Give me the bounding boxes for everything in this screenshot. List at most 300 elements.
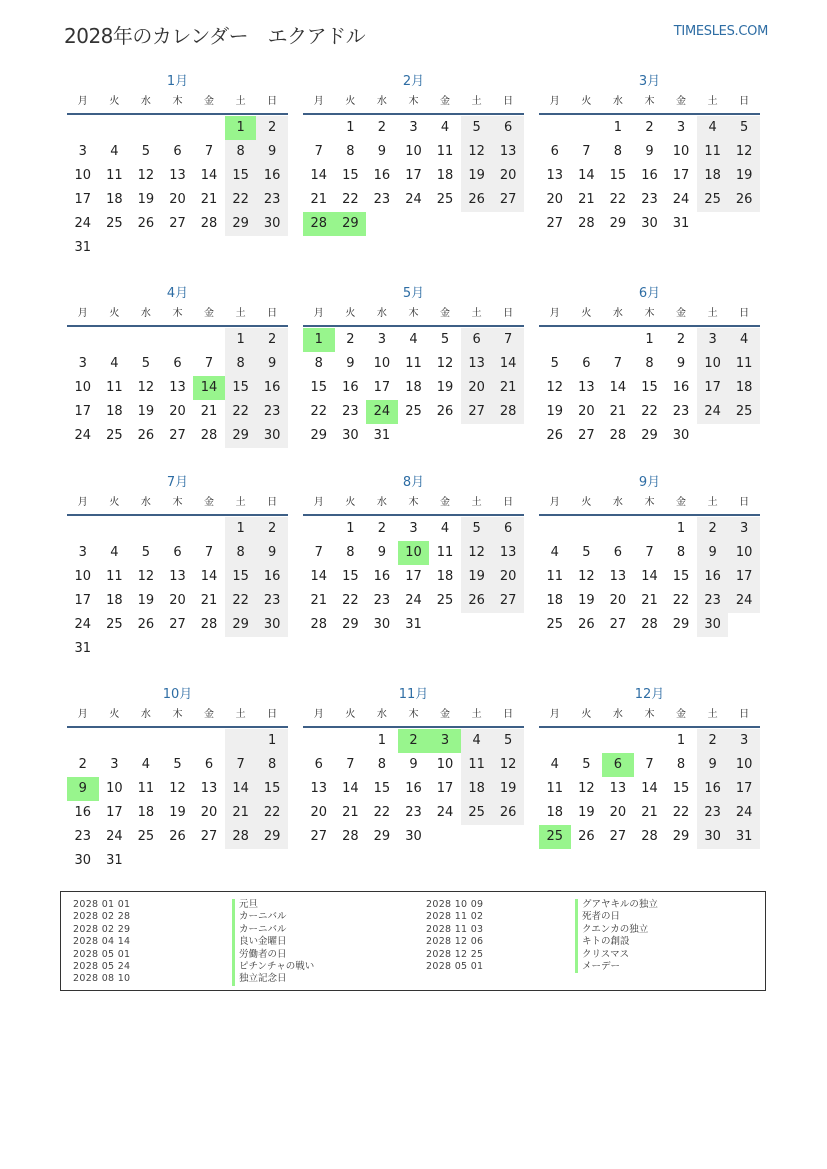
empty-cell: [162, 637, 194, 661]
day-cell: 1: [256, 729, 288, 753]
day-cell: 3: [429, 729, 461, 753]
weekday-label: 土: [471, 308, 482, 319]
empty-cell: [539, 116, 571, 140]
day-cell: 11: [436, 545, 454, 560]
empty-cell: [99, 637, 131, 661]
day-cell: 29: [225, 424, 257, 448]
weekday-label: 土: [471, 96, 482, 107]
day-cell: 10: [74, 569, 92, 584]
day-cell: 15: [310, 380, 328, 395]
day-cell: 28: [641, 829, 658, 844]
day-cell: 21: [310, 593, 328, 608]
day-cell: 25: [436, 192, 454, 207]
day-cell: 13: [546, 168, 564, 183]
day-cell: 17: [74, 192, 92, 207]
empty-cell: [193, 328, 225, 352]
day-cell: 1: [225, 116, 257, 140]
day-cell: 28: [200, 617, 218, 632]
empty-cell: [335, 729, 367, 753]
month-5: [303, 284, 524, 448]
day-cell: 29: [342, 617, 359, 632]
weekday-label: 土: [707, 308, 718, 319]
weekday-label: 木: [172, 308, 183, 319]
day-cell: 1: [676, 521, 686, 536]
day-cell: 18: [106, 404, 123, 419]
day-cell: 13: [578, 380, 595, 395]
day-cell: 10: [74, 168, 92, 183]
day-cell: 20: [169, 404, 186, 419]
day-cell: 15: [609, 168, 627, 183]
day-cell: 27: [609, 829, 627, 844]
day-cell: 25: [106, 428, 123, 443]
day-cell: 6: [492, 517, 524, 541]
month-title: 12月: [634, 687, 665, 702]
day-cell: 20: [461, 376, 493, 400]
day-cell: 15: [641, 380, 658, 395]
empty-cell: [539, 517, 571, 541]
day-cell: 9: [409, 757, 418, 772]
weekday-label: 水: [140, 308, 151, 319]
day-cell: 10: [697, 352, 729, 376]
empty-cell: [492, 212, 524, 236]
holiday-name: キトの創設: [575, 936, 658, 948]
day-cell: 8: [346, 144, 355, 159]
weekday-label: 日: [503, 96, 514, 107]
weekday-label: 木: [644, 308, 655, 319]
day-cell: 19: [492, 777, 524, 801]
holiday-date: 2028 01 01: [73, 899, 131, 910]
holiday-date: 2028 02 29: [73, 923, 131, 935]
empty-cell: [193, 517, 225, 541]
day-cell: 31: [405, 617, 422, 632]
day-cell: 16: [74, 805, 92, 820]
day-cell: 24: [436, 805, 454, 820]
day-cell: 5: [550, 356, 559, 371]
weekday-label: 火: [109, 497, 120, 508]
day-cell: 23: [256, 589, 288, 613]
day-cell: 18: [546, 805, 564, 820]
weekday-label: 火: [109, 709, 120, 720]
day-cell: 10: [728, 541, 760, 565]
day-cell: 19: [169, 805, 186, 820]
day-cell: 26: [578, 617, 595, 632]
weekday-label: 金: [204, 308, 215, 319]
day-cell: 7: [225, 753, 257, 777]
day-cell: 28: [342, 829, 359, 844]
day-cell: 12: [436, 356, 454, 371]
day-cell: 26: [728, 188, 760, 212]
day-cell: 4: [728, 328, 760, 352]
holiday-name: 良い金曜日: [232, 936, 314, 948]
holiday-name: カーニバル: [232, 924, 314, 936]
day-cell: 6: [613, 545, 623, 560]
day-cell: 6: [602, 753, 634, 777]
day-cell: 4: [409, 332, 418, 347]
day-cell: 15: [225, 164, 257, 188]
day-cell: 1: [346, 521, 355, 536]
header-rule: [539, 113, 760, 115]
holiday-date: 2028 11 02: [426, 911, 484, 923]
day-cell: 23: [373, 593, 391, 608]
day-cell: 25: [539, 825, 571, 849]
day-cell: 13: [609, 781, 627, 796]
day-cell: 6: [492, 116, 524, 140]
day-cell: 13: [609, 569, 627, 584]
empty-cell: [99, 328, 131, 352]
day-cell: 22: [256, 801, 288, 825]
weekday-label: 水: [612, 709, 623, 720]
day-cell: 19: [728, 164, 760, 188]
day-cell: 19: [578, 593, 595, 608]
empty-cell: [697, 212, 729, 236]
day-cell: 17: [728, 565, 760, 589]
header-rule: [67, 113, 288, 115]
day-cell: 22: [342, 192, 359, 207]
day-cell: 29: [335, 212, 367, 236]
day-cell: 21: [641, 805, 658, 820]
day-cell: 26: [436, 404, 454, 419]
day-cell: 2: [256, 116, 288, 140]
weekday-label: 木: [644, 709, 655, 720]
weekday-label: 水: [140, 96, 151, 107]
holiday-date: 2028 12 25: [426, 948, 484, 960]
day-cell: 19: [137, 404, 155, 419]
empty-cell: [571, 116, 603, 140]
day-cell: 8: [256, 753, 288, 777]
day-cell: 4: [550, 757, 559, 772]
day-cell: 18: [546, 593, 564, 608]
day-cell: 23: [74, 829, 92, 844]
day-cell: 31: [373, 428, 391, 443]
day-cell: 14: [200, 569, 218, 584]
empty-cell: [99, 236, 131, 260]
day-cell: 28: [200, 428, 218, 443]
day-cell: 4: [141, 757, 151, 772]
weekday-label: 金: [676, 709, 687, 720]
day-cell: 9: [697, 753, 729, 777]
day-cell: 15: [672, 569, 690, 584]
day-cell: 12: [546, 380, 564, 395]
weekday-label: 木: [408, 308, 419, 319]
day-cell: 13: [310, 781, 328, 796]
empty-cell: [634, 517, 666, 541]
day-cell: 25: [106, 216, 123, 231]
weekday-label: 日: [503, 709, 514, 720]
day-cell: 23: [342, 404, 359, 419]
day-cell: 22: [672, 593, 690, 608]
month-7: [67, 473, 288, 661]
day-cell: 16: [697, 777, 729, 801]
day-cell: 12: [728, 140, 760, 164]
day-cell: 11: [546, 781, 564, 796]
empty-cell: [602, 517, 634, 541]
weekday-label: 土: [235, 709, 246, 720]
day-cell: 15: [342, 569, 359, 584]
day-cell: 2: [256, 328, 288, 352]
weekday-label: 水: [376, 96, 387, 107]
holiday-name: クエンカの独立: [575, 924, 658, 936]
holiday-date: 2028 10 09: [426, 899, 484, 910]
empty-cell: [67, 116, 99, 140]
day-cell: 27: [200, 829, 218, 844]
weekday-label: 火: [581, 709, 592, 720]
day-cell: 14: [492, 352, 524, 376]
legend-dates-left: [73, 899, 130, 986]
day-cell: 24: [728, 589, 760, 613]
day-cell: 22: [342, 593, 359, 608]
day-cell: 25: [106, 617, 123, 632]
day-cell: 6: [204, 757, 214, 772]
day-cell: 18: [728, 376, 760, 400]
site-link[interactable]: TIMESLES.COM: [673, 24, 768, 39]
header-rule: [303, 325, 524, 327]
weekday-label: 日: [267, 308, 278, 319]
day-cell: 26: [137, 617, 155, 632]
weekday-label: 火: [345, 497, 356, 508]
weekday-label: 土: [707, 96, 718, 107]
day-cell: 5: [728, 116, 760, 140]
day-cell: 22: [373, 805, 391, 820]
weekday-label: 木: [408, 497, 419, 508]
day-cell: 31: [74, 641, 92, 656]
weekday-label: 日: [739, 497, 750, 508]
day-cell: 24: [672, 192, 690, 207]
day-cell: 21: [200, 404, 218, 419]
day-cell: 26: [578, 829, 595, 844]
empty-cell: [429, 825, 461, 849]
day-cell: 11: [461, 753, 493, 777]
day-cell: 29: [225, 212, 257, 236]
day-cell: 21: [609, 404, 627, 419]
day-cell: 26: [137, 216, 155, 231]
day-cell: 3: [409, 120, 418, 135]
empty-cell: [193, 116, 225, 140]
day-cell: 11: [106, 380, 123, 395]
empty-cell: [634, 729, 666, 753]
day-cell: 20: [492, 164, 524, 188]
day-cell: 13: [169, 168, 186, 183]
empty-cell: [461, 825, 493, 849]
day-cell: 29: [672, 829, 690, 844]
weekday-label: 水: [376, 308, 387, 319]
weekday-label: 月: [313, 308, 324, 319]
day-cell: 12: [137, 168, 155, 183]
weekday-label: 月: [77, 709, 88, 720]
day-cell: 28: [310, 617, 328, 632]
day-cell: 14: [200, 168, 218, 183]
day-cell: 27: [609, 617, 627, 632]
empty-cell: [571, 729, 603, 753]
empty-cell: [130, 849, 162, 873]
empty-cell: [130, 517, 162, 541]
day-cell: 24: [74, 617, 92, 632]
day-cell: 26: [461, 188, 493, 212]
weekday-label: 火: [109, 96, 120, 107]
day-cell: 29: [310, 428, 328, 443]
month-6: [539, 284, 760, 448]
empty-cell: [429, 212, 461, 236]
empty-cell: [67, 517, 99, 541]
holiday-name: グアヤキルの独立: [575, 899, 658, 911]
day-cell: 21: [225, 801, 257, 825]
day-cell: 17: [373, 380, 391, 395]
weekday-label: 土: [707, 497, 718, 508]
day-cell: 27: [546, 216, 564, 231]
day-cell: 27: [461, 400, 493, 424]
day-cell: 1: [377, 733, 387, 748]
day-cell: 29: [225, 613, 257, 637]
day-cell: 8: [225, 140, 257, 164]
day-cell: 20: [578, 404, 595, 419]
day-cell: 13: [492, 541, 524, 565]
legend-names-left: [232, 899, 314, 986]
holiday-date: 2028 02 28: [73, 911, 131, 923]
day-cell: 8: [346, 545, 355, 560]
day-cell: 28: [641, 617, 658, 632]
month-8: [303, 473, 524, 637]
day-cell: 12: [461, 541, 493, 565]
day-cell: 9: [645, 144, 654, 159]
day-cell: 16: [405, 781, 422, 796]
day-cell: 6: [173, 356, 182, 371]
day-cell: 16: [641, 168, 658, 183]
holiday-date: 2028 11 03: [426, 923, 484, 935]
day-cell: 24: [106, 829, 123, 844]
day-cell: 5: [141, 545, 151, 560]
day-cell: 22: [641, 404, 658, 419]
day-cell: 5: [582, 545, 591, 560]
empty-cell: [99, 116, 131, 140]
day-cell: 9: [676, 356, 686, 371]
weekday-label: 土: [235, 497, 246, 508]
holiday-date: 2028 08 10: [73, 973, 131, 985]
day-cell: 19: [137, 593, 155, 608]
weekday-label: 火: [345, 709, 356, 720]
day-cell: 19: [137, 192, 155, 207]
day-cell: 24: [405, 192, 422, 207]
month-title: 10月: [162, 687, 193, 702]
weekday-label: 月: [313, 497, 324, 508]
day-cell: 14: [310, 569, 328, 584]
day-cell: 23: [672, 404, 690, 419]
header-rule: [303, 514, 524, 516]
day-cell: 4: [440, 120, 450, 135]
day-cell: 9: [67, 777, 99, 801]
empty-cell: [303, 116, 335, 140]
month-11: [303, 685, 524, 849]
day-cell: 3: [728, 729, 760, 753]
holiday-date: 2028 12 06: [426, 936, 484, 948]
day-cell: 24: [728, 801, 760, 825]
day-cell: 12: [137, 380, 155, 395]
weekday-label: 木: [644, 497, 655, 508]
weekday-label: 木: [172, 709, 183, 720]
day-cell: 7: [613, 356, 623, 371]
day-cell: 8: [225, 352, 257, 376]
weekday-label: 日: [503, 308, 514, 319]
empty-cell: [398, 212, 430, 236]
day-cell: 7: [492, 328, 524, 352]
month-title: 4月: [166, 286, 189, 301]
weekday-label: 日: [739, 709, 750, 720]
day-cell: 24: [74, 428, 92, 443]
day-cell: 1: [676, 733, 686, 748]
month-3: [539, 72, 760, 236]
day-cell: 16: [256, 376, 288, 400]
day-cell: 30: [405, 829, 422, 844]
month-title: 11月: [398, 687, 429, 702]
empty-cell: [225, 729, 257, 753]
day-cell: 23: [256, 188, 288, 212]
empty-cell: [193, 236, 225, 260]
header-rule: [303, 113, 524, 115]
day-cell: 20: [200, 805, 218, 820]
weekday-label: 日: [267, 497, 278, 508]
day-cell: 30: [256, 613, 288, 637]
weekday-label: 日: [503, 497, 514, 508]
header-rule: [539, 726, 760, 728]
day-cell: 2: [377, 521, 387, 536]
empty-cell: [366, 212, 398, 236]
empty-cell: [162, 729, 194, 753]
empty-cell: [461, 212, 493, 236]
empty-cell: [162, 328, 194, 352]
empty-cell: [99, 517, 131, 541]
weekday-label: 水: [376, 497, 387, 508]
day-cell: 5: [141, 356, 151, 371]
weekday-label: 水: [612, 497, 623, 508]
weekday-label: 金: [676, 308, 687, 319]
day-cell: 8: [676, 545, 686, 560]
day-cell: 7: [204, 545, 214, 560]
month-title: 1月: [166, 74, 189, 89]
day-cell: 7: [204, 356, 214, 371]
weekday-label: 月: [77, 497, 88, 508]
weekday-label: 水: [376, 709, 387, 720]
weekday-label: 月: [313, 96, 324, 107]
day-cell: 19: [461, 164, 493, 188]
day-cell: 27: [169, 428, 186, 443]
day-cell: 20: [169, 192, 186, 207]
day-cell: 28: [609, 428, 627, 443]
weekday-label: 木: [644, 96, 655, 107]
weekday-label: 水: [612, 308, 623, 319]
day-cell: 26: [169, 829, 186, 844]
empty-cell: [256, 236, 288, 260]
day-cell: 25: [405, 404, 422, 419]
month-title: 9月: [638, 475, 661, 490]
day-cell: 16: [697, 565, 729, 589]
day-cell: 11: [728, 352, 760, 376]
day-cell: 23: [697, 589, 729, 613]
empty-cell: [303, 729, 335, 753]
day-cell: 21: [342, 805, 359, 820]
day-cell: 8: [613, 144, 623, 159]
day-cell: 20: [310, 805, 328, 820]
weekday-label: 土: [707, 709, 718, 720]
day-cell: 8: [225, 541, 257, 565]
day-cell: 15: [342, 168, 359, 183]
weekday-label: 木: [408, 96, 419, 107]
holiday-name: 元旦: [232, 899, 314, 911]
legend-dates-right: [426, 899, 483, 973]
day-cell: 2: [78, 757, 87, 772]
header-rule: [67, 514, 288, 516]
day-cell: 7: [645, 757, 654, 772]
month-title: 6月: [638, 286, 661, 301]
day-cell: 17: [405, 569, 422, 584]
day-cell: 5: [492, 729, 524, 753]
